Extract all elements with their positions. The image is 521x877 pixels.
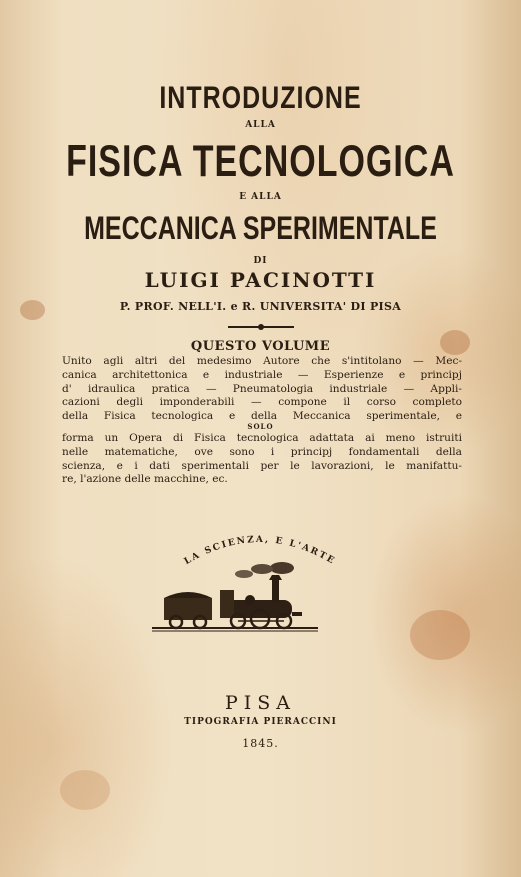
title-line-e-alla: E ALLA bbox=[239, 192, 282, 202]
ornamental-rule bbox=[228, 326, 294, 328]
author-title: P. PROF. NELL'I. e R. UNIVERSITA' DI PISA bbox=[119, 300, 402, 313]
description-paragraph-2 bbox=[62, 432, 462, 487]
solo-label: SOLO bbox=[247, 422, 274, 431]
description-line: canica architettonica e industriale — Esperienze e principj bbox=[62, 368, 462, 381]
place: PISA bbox=[224, 692, 297, 714]
printer: TIPOGRAFIA PIERACCINI bbox=[184, 717, 337, 727]
title-line-meccanica-sperimentale: MECCANICA SPERIMENTALE bbox=[84, 210, 437, 248]
description-line: scienza, e i dati sperimentali per le lavorazioni, le manifattu- bbox=[62, 459, 462, 472]
volume-heading: QUESTO VOLUME bbox=[190, 339, 331, 354]
description-line: nelle matematiche, ove sono i principj fondamentali della bbox=[62, 445, 462, 458]
author-name: LUIGI PACINOTTI bbox=[144, 268, 377, 292]
foxing-stain bbox=[410, 610, 470, 660]
title-line-alla: ALLA bbox=[245, 120, 276, 130]
title-line-di: DI bbox=[253, 256, 268, 266]
description-line: d' idraulica pratica — Pneumatologia industriale — Appli- bbox=[62, 382, 462, 395]
description-line: re, l'azione delle macchine, ec. bbox=[62, 473, 228, 486]
foxing-stain bbox=[60, 770, 110, 810]
description-line: forma un Opera di Fisica tecnologica adattata ai meno istruiti bbox=[62, 432, 462, 444]
description-paragraph bbox=[62, 355, 462, 424]
description-line: Unito agli altri del medesimo Autore che s'intitolano — Mec- bbox=[62, 355, 462, 367]
description-line: della Fisica tecnologica e della Meccanica sperimentale, e bbox=[62, 410, 462, 423]
locomotive-engraving bbox=[150, 560, 320, 635]
title-line-fisica-tecnologica: FISICA TECNOLOGICA bbox=[66, 137, 455, 187]
motto-text: LA SCIENZA, E L'ARTE bbox=[182, 534, 338, 568]
title-line-introduzione: INTRODUZIONE bbox=[159, 80, 362, 116]
description-line: cazioni degli imponderabili — compone il corso completo bbox=[62, 396, 462, 409]
year: 1845. bbox=[242, 737, 279, 750]
